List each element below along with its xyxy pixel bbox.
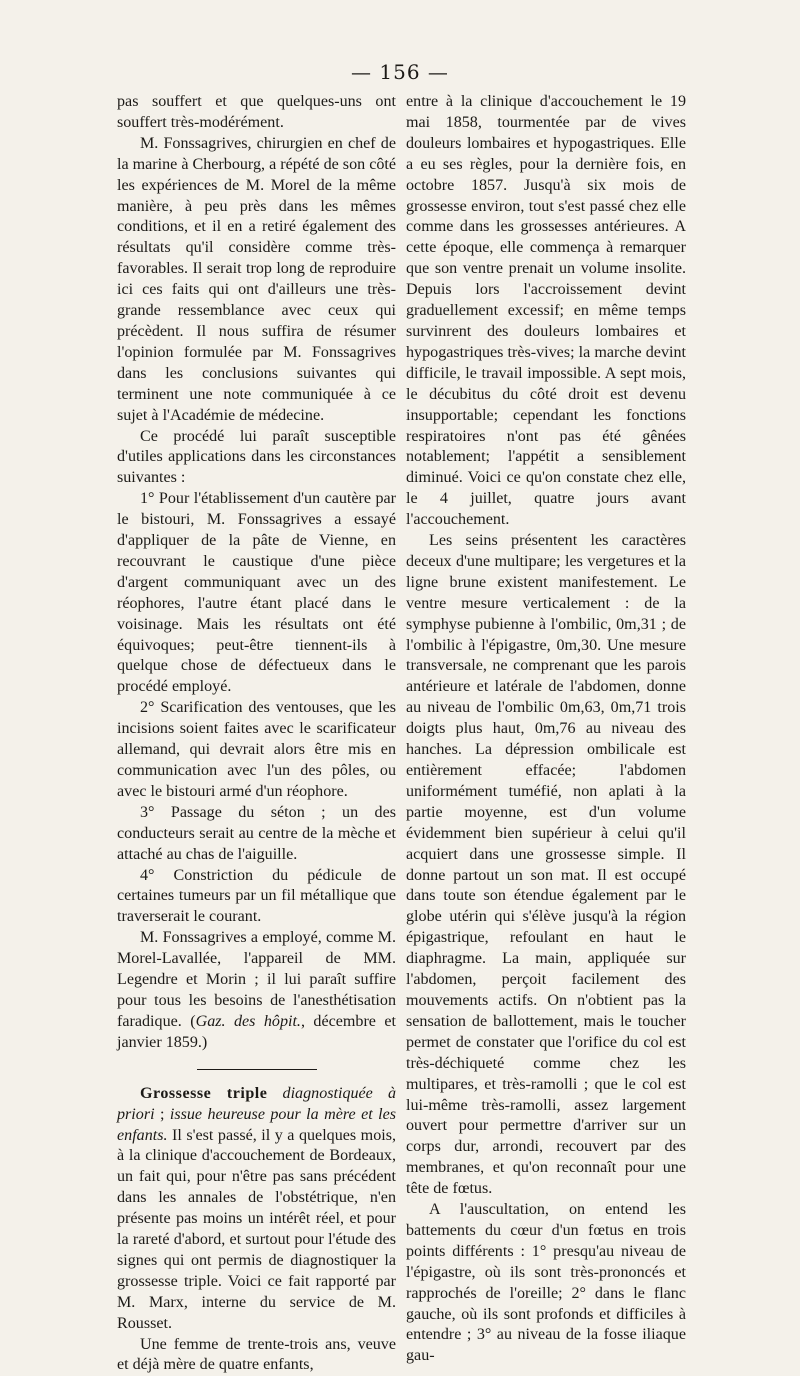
left-column bbox=[117, 92, 396, 1376]
right-column bbox=[406, 92, 686, 1367]
left-paragraph-2: M. Fonssagrives, chirurgien en chef de la marine à Cherbourg, a répété de son côté les expériences de M. Morel de la même manière, à peu près dans les mêmes conditions, et il en a retiré également des résultats qu'il considère comme très-favorables. Il serait trop long de reproduire ici ces faits qui ont d'ailleurs une très-grande ressemblance avec ceux qui précèdent. Il nous suffira de résumer l'opinion formulée par M. Fonssagrives dans les conclusions suivantes qui terminent une note communiquée à ce sujet à l'Académie de médecine. bbox=[117, 134, 396, 424]
paragraph-8-tail: , décembre et janvier 1859.) bbox=[117, 1012, 396, 1051]
left-paragraph-3: Ce procédé lui paraît susceptible d'utiles applications dans les circonstances suivantes : bbox=[117, 427, 396, 487]
left-paragraph-4: 1° Pour l'établissement d'un cautère par le bistouri, M. Fonssagrives a essayé d'appliquer de la pâte de Vienne, en recouvrant le caustique d'une pièce d'argent communiquant avec un des réophores, l'autre étant placé dans le voisinage. Mais les résultats ont été équivoques; peut-être tiennent-ils à quelque chose de défectueux dans le procédé employé. bbox=[117, 490, 396, 696]
section-heading-paragraph bbox=[117, 1084, 396, 1335]
left-paragraph-6: 3° Passage du séton ; un des conducteurs serait au centre de la mèche et attaché au chas de l'aiguille. bbox=[117, 803, 396, 863]
left-paragraph-1: pas souffert et que quelques-uns ont souffert très-modérément. bbox=[117, 93, 396, 131]
section-divider bbox=[197, 1069, 317, 1070]
left-paragraph-7: 4° Constriction du pédicule de certaines tumeurs par un fil métallique que traverserait le courant. bbox=[117, 866, 396, 926]
right-paragraph-2: Les seins présentent les caractères deceux d'une multipare; les vergetures et la ligne brune existent manifestement. Le ventre mesure verticalement : de la symphyse pubienne à l'ombilic, 0m,31 ; de l'ombilic à l'épigastre, 0m,30. Une mesure transversale, ne comprenant que les parois antérieure et latérale de l'abdomen, donne au niveau de l'ombilic 0m,63, 0m,71 trois doigts plus haut, 0m,76 au niveau des hanches. La dépression ombilicale est entièrement effacée; l'abdomen uniformément tuméfié, non aplati à la partie moyenne, est d'un volume évidemment bien supérieur à celui qu'il acquiert dans une grossesse simple. Il donne partout un son mat. Il est occupé dans toute son étendue également par le globe utérin qui s'élève jusqu'à la région épigastrique, refoulant en haut le diaphragme. La main, appliquée sur l'abdomen, perçoit facilement des mouvements actifs. On n'obtient pas la sensation de ballottement, mais le toucher permet de constater que l'orifice du col est très-déchiqueté comme chez les multipares, et très-ramolli ; que le col est lui-même très-ramolli, assez largement ouvert pour permettre d'arriver sur un corps dur, arrondi, recouvert par des membranes, et qu'on reconnaît pour une tête de fœtus. bbox=[406, 532, 686, 1198]
left-paragraph-5: 2° Scarification des ventouses, que les incisions soient faites avec le scarificateur allemand, qui devrait alors être mis en communication avec l'un des pôles, ou avec le bistouri armé d'un réophore. bbox=[117, 699, 396, 800]
left-paragraph-10: Une femme de trente-trois ans, veuve et déjà mère de quatre enfants, bbox=[117, 1335, 396, 1374]
journal-reference: Gaz. des hôpit. bbox=[195, 1012, 301, 1030]
heading-separator: ; bbox=[154, 1105, 170, 1123]
left-paragraph-8 bbox=[117, 928, 396, 1053]
left-paragraph-9: Il s'est passé, il y a quelques mois, à la clinique d'accouchement de Bordeaux, un fait qui, pour n'être pas sans précédent dans les annales de l'obstétrique, n'en présente pas moins un intérêt réel, et pour la rareté d'abord, et surtout pour l'étude des signes qui ont permis de diagnostiquer la grossesse triple. Voici ce fait rapporté par M. Marx, interne du service de M. Rousset. bbox=[117, 1126, 396, 1332]
heading-a-priori: à priori bbox=[117, 1084, 396, 1123]
section-heading-subtitle: diagnostiquée bbox=[267, 1084, 373, 1102]
section-heading-title: Grossesse triple bbox=[140, 1084, 268, 1102]
page-number: — 156 — bbox=[351, 60, 449, 84]
heading-outcome: issue heureuse pour la mère et les enfants. bbox=[117, 1105, 396, 1144]
right-paragraph-1: entre à la clinique d'accouchement le 19 mai 1858, tourmentée par de vives douleurs lombaires et hypogastriques. Elle a eu ses règles, pour la dernière fois, en octobre 1857. Jusqu'à six mois de grossesse environ, tout s'est passé chez elle comme dans les grossesses antérieures. A cette époque, elle commença à remarquer que son ventre prenait un volume insolite. Depuis lors l'accroissement devint graduellement excessif; en même temps survinrent des douleurs lombaires et hypogastriques très-vives; la marche devint difficile, le travail impossible. A sept mois, le décubitus du côté droit est devenu insupportable; cependant les fonctions respiratoires n'ont pas été gênées notablement; l'appétit a sensiblement diminué. Voici ce qu'on constate chez elle, le 4 juillet, quatre jours avant l'accouchement. bbox=[406, 93, 686, 529]
right-paragraph-3: A l'auscultation, on entend les battements du cœur d'un fœtus en trois points différents : 1° presqu'au niveau de l'épigastre, où ils sont très-prononcés et rapprochés de l'oreille; 2° dans le flanc gauche, où ils sont profonds et difficiles à entendre ; 3° au niveau de la fosse iliaque gau- bbox=[406, 1201, 686, 1365]
paragraph-8-text: M. Fonssagrives a employé, comme M. Morel-Lavallée, l'appareil de MM. Legendre et Morin ; il lui paraît suffire pour tous les besoins de l'anesthétisation faradique. ( bbox=[117, 929, 396, 1030]
